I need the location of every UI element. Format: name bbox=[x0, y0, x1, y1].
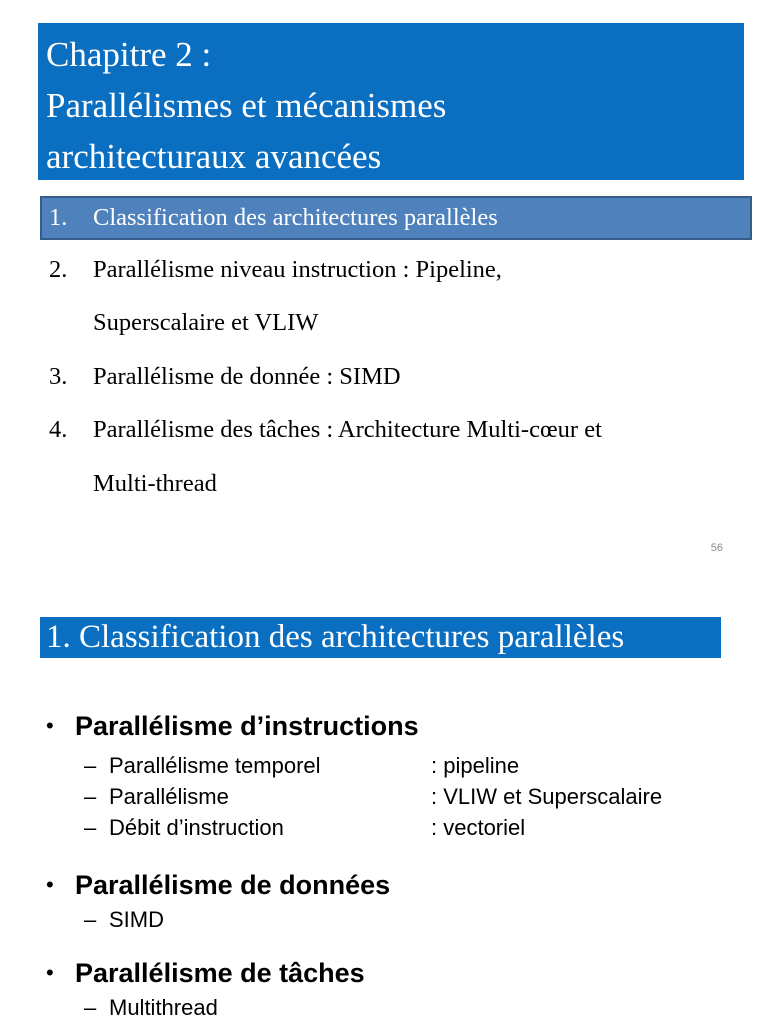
page-number: 56 bbox=[710, 542, 723, 554]
bullet-label: Parallélisme de tâches bbox=[75, 958, 365, 988]
sub-item-value: : pipeline bbox=[431, 753, 520, 778]
slide-classification bbox=[0, 570, 768, 1024]
chapter-title-line-2: Parallélismes et mécanismes bbox=[46, 86, 447, 125]
bullet-label: Parallélisme d’instructions bbox=[75, 711, 419, 741]
chapter-title-line-3: architecturaux avancées bbox=[46, 137, 382, 176]
dash-marker: – bbox=[84, 784, 97, 809]
sub-item-text: SIMD bbox=[109, 907, 164, 932]
bullet-label: Parallélisme de données bbox=[75, 870, 391, 900]
outline-item-number: 4. bbox=[49, 416, 68, 443]
outline-item-text: Multi-thread bbox=[93, 470, 217, 497]
outline-item-1 bbox=[40, 196, 752, 240]
outline-item-text: Superscalaire et VLIW bbox=[93, 309, 319, 336]
bullet-marker: • bbox=[46, 960, 54, 985]
outline-item-number: 2. bbox=[49, 256, 68, 283]
bullet-marker: • bbox=[46, 713, 54, 738]
outline-item-number: 1. bbox=[49, 204, 68, 231]
sub-item-text: Multithread bbox=[109, 995, 218, 1020]
sub-item-value: : VLIW et Superscalaire bbox=[431, 784, 663, 809]
chapter-title bbox=[38, 23, 744, 180]
dash-marker: – bbox=[84, 995, 97, 1020]
outline-item-text: Classification des architectures parallèles bbox=[93, 204, 498, 231]
dash-marker: – bbox=[84, 815, 97, 840]
outline-item-text: Parallélisme de donnée : SIMD bbox=[93, 363, 401, 390]
sub-item-value: : vectoriel bbox=[431, 815, 526, 840]
outline-item-text: Parallélisme des tâches : Architecture Multi-cœur et bbox=[93, 416, 602, 443]
sub-item-text: Parallélisme temporel bbox=[109, 753, 321, 778]
bullet-marker: • bbox=[46, 872, 54, 897]
section-title: 1. Classification des architectures parallèles bbox=[40, 617, 721, 658]
sub-item-text: Parallélisme bbox=[109, 784, 229, 809]
dash-marker: – bbox=[84, 907, 97, 932]
sub-item-text: Débit d’instruction bbox=[109, 815, 284, 840]
outline-item-text: Parallélisme niveau instruction : Pipeline, bbox=[93, 256, 502, 283]
outline-item-number: 3. bbox=[49, 363, 68, 390]
dash-marker: – bbox=[84, 753, 97, 778]
chapter-title-line-1: Chapitre 2 : bbox=[46, 35, 212, 74]
